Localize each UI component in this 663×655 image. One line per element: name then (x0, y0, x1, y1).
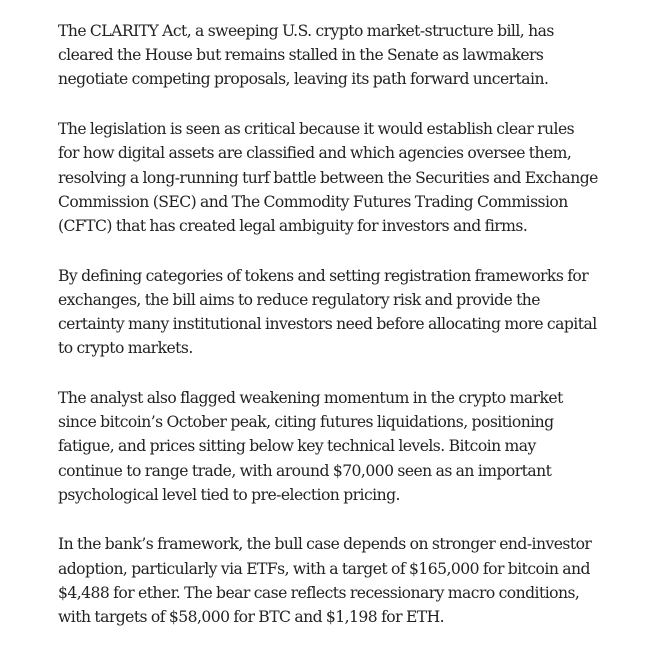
paragraph-analyst-momentum: The analyst also flagged weakening momentum in the crypto market since bitcoin’s October peak, citing futures liquidations, positioning fatigue, and prices sitting below key technical levels. Bitcoin may continue to range trade, with around $70,000 seen as an important psychological level tied to pre-election pricing. (58, 388, 563, 504)
paragraph-token-categories: By defining categories of tokens and setting registration frameworks for exchanges, the bill aims to reduce regulatory risk and provide the certainty many institutional investors need before allocating more capital to crypto markets. (58, 266, 597, 358)
paragraph-bank-framework: In the bank’s framework, the bull case depends on stronger end-investor adoption, particularly via ETFs, with a target of $165,000 for bitcoin and $4,488 for ether. The bear case reflects recessionary macro conditions, with targets of $58,000 for BTC and $1,198 for ETH. (58, 535, 592, 627)
paragraph-clarity-act-status: The CLARITY Act, a sweeping U.S. crypto market-structure bill, has cleared the House but remains stalled in the Senate as lawmakers negotiate competing proposals, leaving its path forward uncertain. (58, 22, 554, 89)
article-body (58, 19, 598, 655)
paragraph-legislation-importance: The legislation is seen as critical because it would establish clear rules for how digital assets are classified and which agencies oversee them, resolving a long-running turf battle between the Securities and Exchange Commission (SEC) and The Commodity Futures Trading Commission (CFTC) that has created legal ambiguity for investors and firms. (58, 120, 598, 235)
